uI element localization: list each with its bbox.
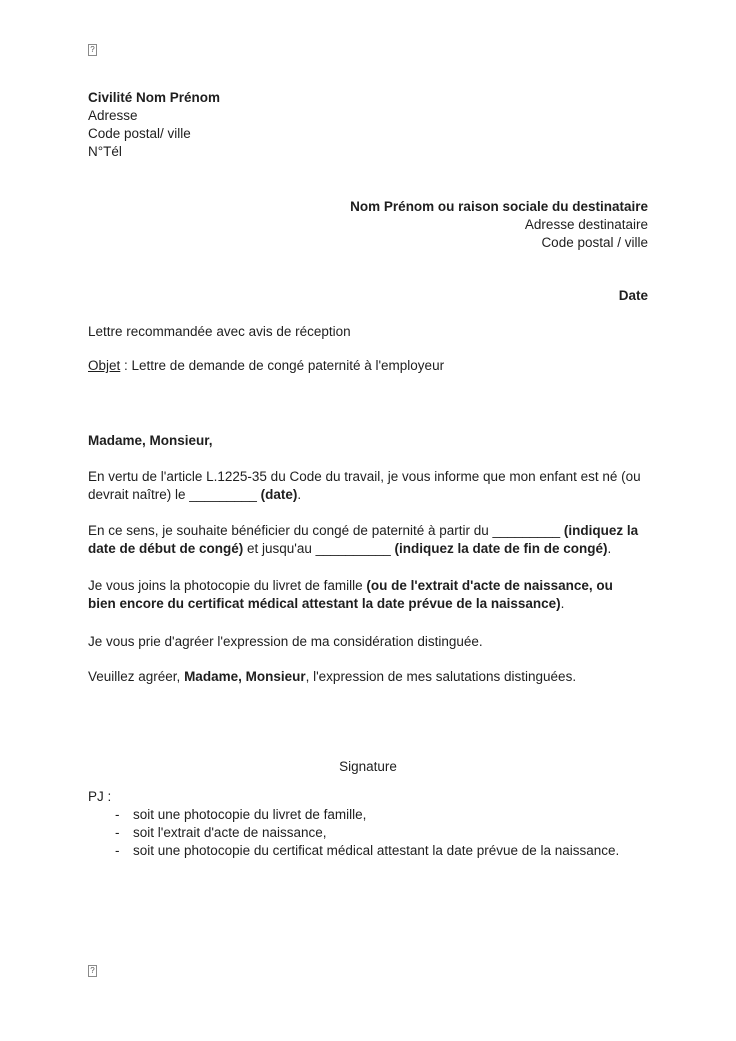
attachments-label: PJ : [88,789,112,804]
attachment-item-text: soit l'extrait d'acte de naissance, [133,825,327,840]
sender-postal-city: Code postal/ ville [88,126,191,141]
sender-phone: N°Tél [88,144,122,159]
text-run: (ou de l'extrait d'acte de naissance, ou [366,578,613,593]
attachment-item-text: soit une photocopie du certificat médical attestant la date prévue de la naissance. [133,843,620,858]
recipient-address: Adresse destinataire [524,217,648,232]
recipient-name: Nom Prénom ou raison sociale du destinataire [350,199,648,214]
paragraph-enclosed-documents [88,577,648,613]
attachment-item [88,806,648,824]
recipient-postal-city: Code postal / ville [541,235,648,250]
attachment-item [88,824,648,842]
paragraph-closing [88,668,648,686]
sender-block [88,89,648,161]
paragraph-birth-announcement [88,468,648,504]
text-run: . [297,487,302,502]
subject-line [88,357,648,375]
subject-label: Objet [88,358,121,373]
attachment-item-text: soit une photocopie du livret de famille, [133,807,367,822]
registered-mail-mention: Lettre recommandée avec avis de réception [88,324,351,339]
missing-glyph-icon: ? [88,44,97,56]
text-run: En vertu de l'article L.1225-35 du Code du travail, je vous informe que mon enfant est né (ou [88,469,641,484]
text-run: (indiquez la [563,523,639,538]
text-run: et jusqu'au __________ [243,541,395,556]
sender-address: Adresse [88,108,138,123]
attachment-item [88,842,648,860]
text-run: bien encore du certificat médical attestant la date prévue de la naissance) [88,596,561,611]
subject-text: : Lettre de demande de congé paternité à l'employeur [120,358,445,373]
text-run: date de début de congé) [88,541,244,556]
text-run: En ce sens, je souhaite bénéficier du congé de paternité à partir du _________ [88,523,564,538]
text-run: Je vous joins la photocopie du livret de famille [88,578,367,593]
signature-label: Signature [339,759,397,774]
text-run: . [607,541,612,556]
text-run: . [560,596,565,611]
paragraph-consideration: Je vous prie d'agréer l'expression de ma considération distinguée. [88,634,483,649]
missing-glyph-icon: ? [88,965,97,977]
text-run: devrait naître) le _________ [88,487,261,502]
dash-bullet: - [115,825,120,840]
text-run: (date) [260,487,298,502]
sender-name: Civilité Nom Prénom [88,90,221,105]
text-run: Madame, Monsieur [180,669,306,684]
paragraph-leave-dates [88,522,648,558]
salutation: Madame, Monsieur, [88,433,213,448]
attachments-block [88,788,648,860]
date-label: Date [618,288,648,303]
dash-bullet: - [115,843,120,858]
recipient-block [88,198,648,252]
text-run: Veuillez agréer, [88,669,181,684]
dash-bullet: - [115,807,120,822]
text-run: , l'expression de mes salutations distinguées. [305,669,577,684]
text-run: (indiquez la date de fin de congé) [394,541,608,556]
